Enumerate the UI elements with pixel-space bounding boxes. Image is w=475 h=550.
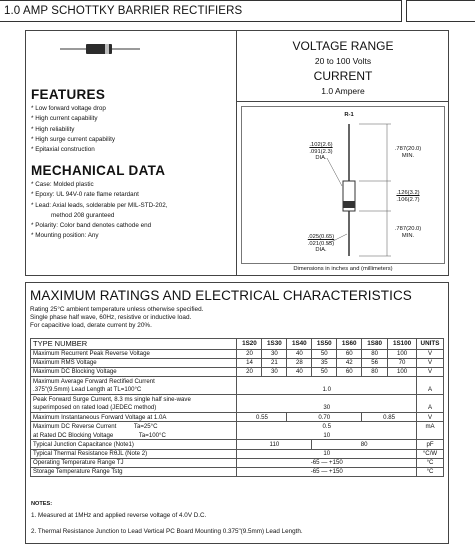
row-label: .375"(9.5mm) Lead Length at TL=100°C — [31, 385, 237, 394]
dia-body-max: .102(2.6) — [309, 142, 333, 148]
ratings-divider — [236, 101, 449, 102]
table-header-row — [31, 339, 444, 350]
unit-cell: A — [417, 404, 444, 413]
unit-cell: V — [417, 358, 444, 367]
part-header: 1S40 — [287, 339, 312, 350]
table-row — [31, 440, 444, 449]
body-length-min: .106(2.7) — [396, 196, 420, 203]
cell-spacer — [237, 376, 417, 385]
unit-cell-spacer — [417, 394, 444, 403]
table-row — [31, 404, 444, 413]
cell: 0.70 — [287, 413, 362, 422]
table-row — [31, 349, 444, 358]
part-header: 1S20 — [237, 339, 262, 350]
unit-cell: °C/W — [417, 449, 444, 458]
mechanical-item: * Epoxy: UL 94V-0 rate flame retardant — [31, 191, 139, 199]
row-condition: Ta=100°C — [138, 431, 166, 439]
unit-cell: °C — [417, 467, 444, 476]
cell: 1.0 — [237, 385, 417, 394]
row-label: Operating Temperature Range TJ — [31, 458, 237, 467]
rating-note-line: For capacitive load, derate current by 20%. — [30, 322, 152, 330]
diode-image — [60, 42, 140, 56]
table-row — [31, 467, 444, 476]
row-label: Maximum Recurrent Peak Reverse Voltage — [31, 349, 237, 358]
unit-cell: A — [417, 385, 444, 394]
feature-item: * High reliability — [31, 125, 75, 133]
row-label — [31, 422, 237, 431]
part-header: 1S60 — [337, 339, 362, 350]
feature-item: * High current capability — [31, 115, 98, 123]
lead-length-bottom-value: .787(20.0) — [394, 226, 422, 232]
mechanical-list — [31, 180, 168, 242]
row-label: Maximum Average Forward Rectified Current — [31, 376, 237, 385]
dia-lead-min: .021(0.55) — [307, 240, 335, 247]
cell-spacer — [237, 394, 417, 403]
footnote: 1. Measured at 1MHz and applied reverse voltage of 4.0V D.C. — [31, 512, 207, 519]
cell: 42 — [337, 358, 362, 367]
cell: 40 — [287, 349, 312, 358]
cell: 0.85 — [362, 413, 417, 422]
cell: 70 — [388, 358, 417, 367]
part-header: 1S80 — [362, 339, 388, 350]
mechanical-item: * Lead: Axial leads, solderable per MIL-STD-202, — [31, 201, 168, 209]
lead-length-top-min: MIN. — [401, 152, 415, 159]
dia-lead-max: .025(0.65) — [307, 234, 335, 240]
package-diagram — [241, 106, 445, 274]
lead-length-top-value: .787(20.0) — [394, 146, 422, 152]
body-length-max: .126(3.2) — [396, 190, 420, 196]
cell: 0.55 — [237, 413, 287, 422]
cell: 30 — [237, 404, 417, 413]
cell: 21 — [262, 358, 287, 367]
dia-lead-unit: DIA. — [315, 247, 327, 254]
cell: 14 — [237, 358, 262, 367]
cell: 0.5 — [237, 422, 417, 431]
mechanical-item: method 208 guranteed — [51, 211, 115, 219]
cell: 10 — [237, 431, 417, 440]
cell: 30 — [262, 367, 287, 376]
current-title: CURRENT — [313, 69, 373, 83]
table-row — [31, 385, 444, 394]
part-header: 1S100 — [388, 339, 417, 350]
row-label — [31, 431, 237, 440]
rating-conditions — [30, 306, 203, 331]
header-logo-box — [406, 0, 475, 22]
part-header: 1S30 — [262, 339, 287, 350]
table-row — [31, 422, 444, 431]
part-header: 1S50 — [312, 339, 337, 350]
row-label-text: Maximum DC Reverse Current — [33, 423, 117, 431]
cell: 30 — [262, 349, 287, 358]
feature-item: * High surge current capability — [31, 135, 115, 143]
unit-cell: V — [417, 413, 444, 422]
unit-cell: mA — [417, 422, 444, 431]
features-heading: FEATURES — [31, 87, 106, 102]
voltage-range-title: VOLTAGE RANGE — [292, 39, 394, 53]
mechanical-heading: MECHANICAL DATA — [31, 163, 166, 178]
cell: 10 — [237, 449, 417, 458]
table-row — [31, 413, 444, 422]
row-label: Maximum DC Blocking Voltage — [31, 367, 237, 376]
table-row — [31, 358, 444, 367]
unit-cell: °C — [417, 458, 444, 467]
table-row — [31, 449, 444, 458]
unit-cell: V — [417, 367, 444, 376]
dimension-drawing — [241, 106, 445, 264]
mechanical-item: * Polarity: Color band denotes cathode end — [31, 222, 152, 230]
dia-body-unit: DIA. — [315, 155, 327, 162]
table-row — [31, 376, 444, 385]
package-code: R-1 — [344, 112, 354, 118]
table-row — [31, 431, 444, 440]
ratings-table — [30, 338, 444, 477]
row-label: Storage Temperature Range Tstg — [31, 467, 237, 476]
table-row — [31, 458, 444, 467]
cell: 60 — [337, 367, 362, 376]
row-label: Typical Thermal Resistance RθJL (Note 2) — [31, 449, 237, 458]
cell: 110 — [237, 440, 312, 449]
current-value: 1.0 Ampere — [321, 86, 365, 96]
unit-cell-spacer — [417, 376, 444, 385]
cell: 80 — [312, 440, 417, 449]
diagram-caption: Dimensions in inches and (millimeters) — [293, 266, 393, 272]
dia-body-label — [305, 142, 337, 162]
vertical-divider — [236, 30, 237, 276]
rating-note-line: Single phase half wave, 60Hz, resistive or inductive load. — [30, 314, 192, 322]
cell: 28 — [287, 358, 312, 367]
cell: 35 — [312, 358, 337, 367]
cell: 100 — [388, 367, 417, 376]
mechanical-item: * Mounting position: Any — [31, 232, 99, 240]
body-length-label — [391, 190, 425, 203]
row-label: Peak Forward Surge Current, 8.3 ms single half sine-wave — [31, 394, 237, 403]
dia-lead-label — [305, 234, 337, 254]
row-condition: Ta=25°C — [133, 423, 158, 431]
type-number-header: TYPE NUMBER — [31, 339, 237, 350]
row-label: Maximum Instantaneous Forward Voltage at 1.0A — [31, 413, 237, 422]
notes-heading: NOTES: — [31, 501, 53, 507]
voltage-range-value: 20 to 100 Volts — [314, 56, 372, 66]
cell: 60 — [337, 349, 362, 358]
ratings-heading: MAXIMUM RATINGS AND ELECTRICAL CHARACTERISTICS — [30, 288, 412, 303]
row-label: Typical Junction Capacitance (Note1) — [31, 440, 237, 449]
features-list — [31, 104, 115, 155]
rating-note-line: Rating 25°C ambient temperature unless otherwise specified. — [30, 306, 204, 313]
page-title: 1.0 AMP SCHOTTKY BARRIER RECTIFIERS — [4, 5, 243, 17]
unit-cell-spacer — [417, 431, 444, 440]
cell: 50 — [312, 367, 337, 376]
feature-item: * Low forward voltage drop — [31, 105, 106, 112]
lead-length-bottom-label — [391, 226, 425, 239]
cell: 40 — [287, 367, 312, 376]
footnote: 2. Thermal Resistance Junction to Lead Vertical PC Board Mounting 0.375"(9.5mm) Lead Length. — [31, 528, 303, 535]
lead-length-top-label — [391, 146, 425, 159]
units-header: UNITS — [417, 339, 444, 350]
cell: 20 — [237, 349, 262, 358]
cell: 50 — [312, 349, 337, 358]
cell: 56 — [362, 358, 388, 367]
row-label: Maximum RMS Voltage — [31, 358, 237, 367]
unit-cell: pF — [417, 440, 444, 449]
cell: -65 — +150 — [237, 467, 417, 476]
row-label: superimposed on rated load (JEDEC method) — [31, 404, 237, 413]
feature-item: * Epitaxial construction — [31, 146, 95, 154]
lead-length-bottom-min: MIN. — [401, 232, 415, 239]
dia-body-min: .091(2.3) — [309, 148, 333, 155]
cell: 20 — [237, 367, 262, 376]
mechanical-item: * Case: Molded plastic — [31, 181, 94, 188]
cell: 80 — [362, 367, 388, 376]
cell: -65 — +150 — [237, 458, 417, 467]
unit-cell: V — [417, 349, 444, 358]
row-label-text: at Rated DC Blocking Voltage — [33, 431, 114, 439]
table-row — [31, 367, 444, 376]
table-row — [31, 394, 444, 403]
cell: 100 — [388, 349, 417, 358]
cell: 80 — [362, 349, 388, 358]
